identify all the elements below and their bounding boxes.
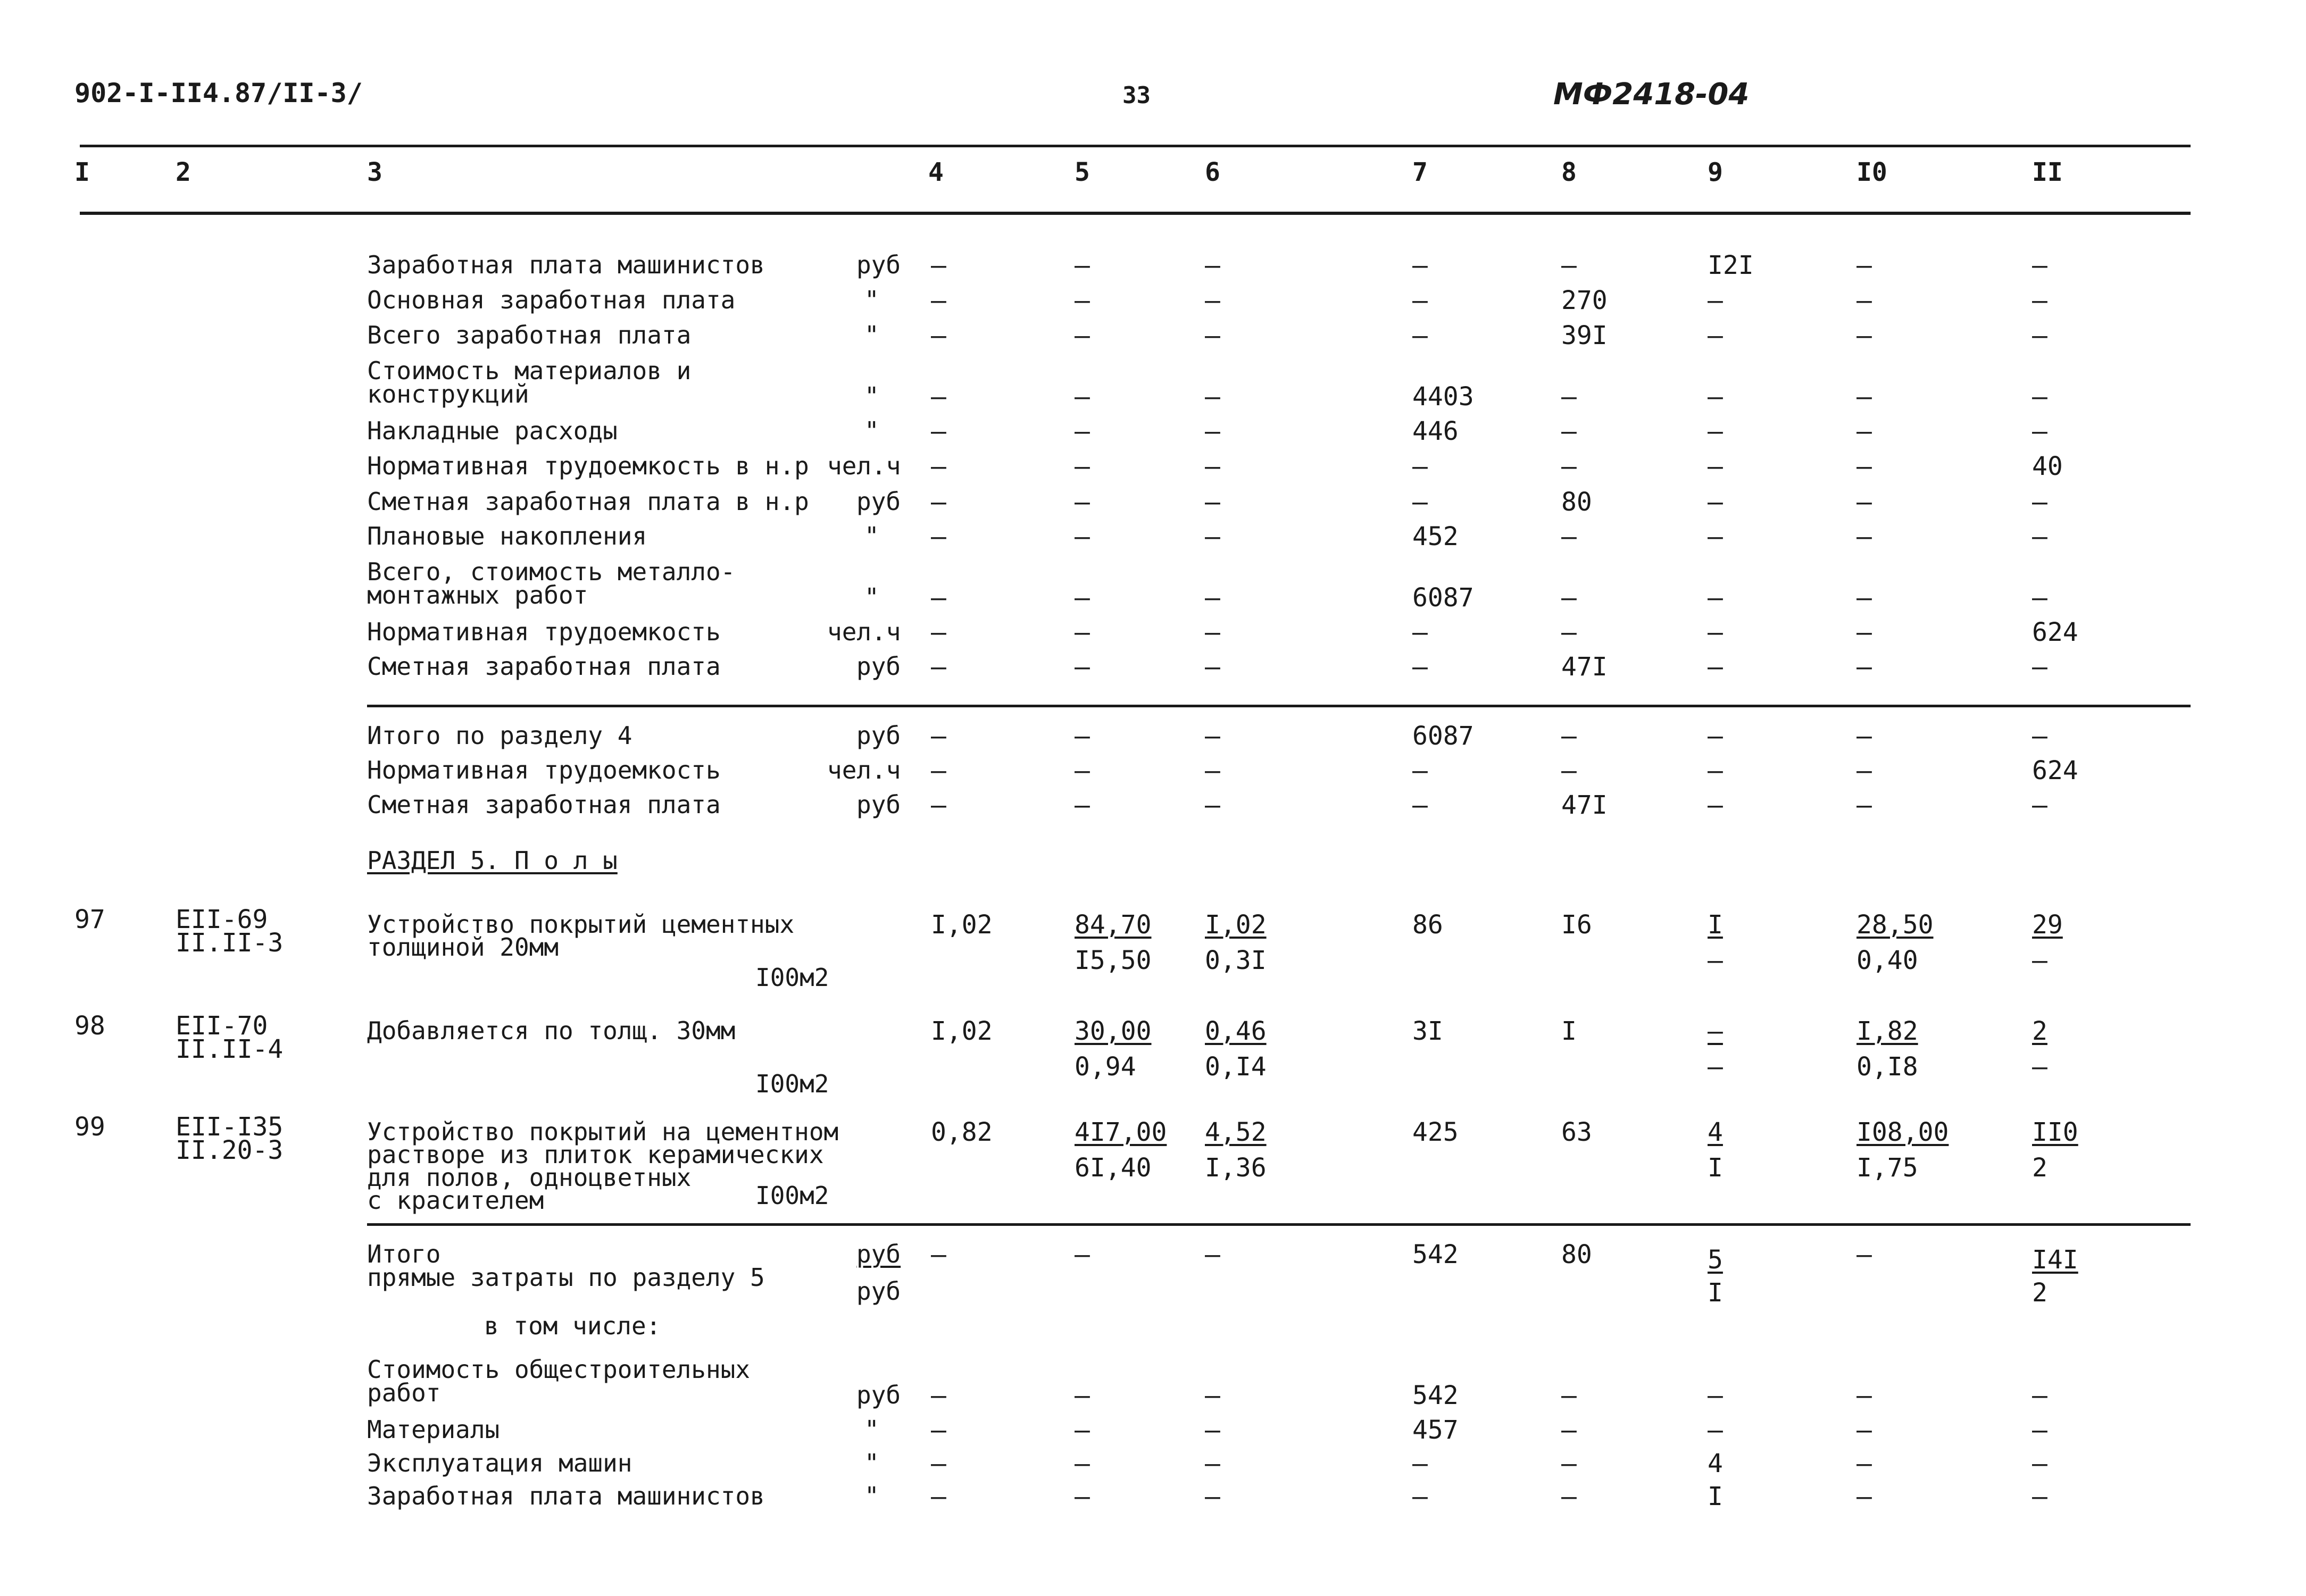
cell-value: – (1412, 790, 1428, 820)
cell-value: – (1412, 286, 1428, 315)
cell-value: – (1412, 1482, 1428, 1511)
cell-value: – (931, 721, 946, 751)
row-label: монтажных работ (367, 581, 588, 609)
cell-value: – (931, 382, 946, 412)
cell-value: – (1708, 756, 1723, 786)
row-unit: чел.ч (827, 452, 901, 480)
cell-value: – (1412, 321, 1428, 350)
row-label: Нормативная трудоемкость (367, 617, 721, 646)
item-unit: I00м2 (755, 1181, 829, 1210)
cell-value-bottom: 0,94 (1075, 1052, 1136, 1082)
cell-value: – (1857, 416, 1872, 446)
cell-value: – (1708, 487, 1723, 517)
cell-value: 0,82 (931, 1117, 993, 1147)
cell-value: 4403 (1412, 382, 1474, 412)
cell-value-top: I,02 (1205, 910, 1267, 940)
cell-value: 457 (1412, 1415, 1459, 1445)
item-code: EII-I35 (176, 1112, 284, 1142)
cell-value-bottom: 2 (2032, 1278, 2047, 1308)
section-rule (367, 705, 2191, 707)
cell-value: – (1708, 286, 1723, 315)
cell-value: – (2032, 416, 2047, 446)
column-header: II (2032, 157, 2063, 187)
cell-value: – (1561, 756, 1577, 786)
cell-value: I,02 (931, 1016, 993, 1046)
cell-value: – (1205, 756, 1220, 786)
column-header: 5 (1075, 157, 1090, 187)
cell-value: – (1075, 286, 1090, 315)
cell-value: – (1075, 1415, 1090, 1445)
cell-value: 542 (1412, 1240, 1459, 1269)
row-label: конструкций (367, 380, 529, 408)
cell-value: – (1561, 583, 1577, 613)
cell-value: – (1075, 416, 1090, 446)
total-unit: руб (856, 1240, 901, 1268)
cell-value: – (931, 790, 946, 820)
cell-value: – (1561, 382, 1577, 412)
cell-value: – (1708, 382, 1723, 412)
row-label: Материалы (367, 1415, 500, 1444)
cell-value: 425 (1412, 1117, 1459, 1147)
page-number: 33 (1122, 82, 1151, 109)
cell-value: – (2032, 790, 2047, 820)
cell-value: – (1857, 617, 1872, 647)
cell-value-top: 2 (2032, 1016, 2047, 1046)
cell-value: – (1205, 382, 1220, 412)
cell-value: 270 (1561, 286, 1608, 315)
cell-value-top: 4 (1708, 1117, 1723, 1147)
cell-value: – (1708, 617, 1723, 647)
row-label: Эксплуатация машин (367, 1449, 632, 1477)
cell-value: – (1561, 452, 1577, 481)
cell-value: 6087 (1412, 583, 1474, 613)
cell-value: – (1075, 1381, 1090, 1410)
cell-value: – (1205, 721, 1220, 751)
cell-value: – (931, 522, 946, 552)
cell-value: – (1708, 522, 1723, 552)
item-description: толщиной 20мм (367, 933, 559, 962)
cell-value-top: 29 (2032, 910, 2063, 940)
item-code-2: II.II-3 (176, 928, 284, 958)
item-unit: I00м2 (755, 1069, 829, 1098)
column-header: 6 (1205, 157, 1220, 187)
cell-value: – (1075, 1482, 1090, 1511)
cell-value: – (931, 583, 946, 613)
row-label: Основная заработная плата (367, 286, 736, 314)
cell-value: – (1205, 522, 1220, 552)
row-unit: " (864, 1415, 879, 1444)
row-unit: " (864, 522, 879, 550)
cell-value: – (2032, 522, 2047, 552)
cell-value: – (1412, 617, 1428, 647)
cell-value: – (1857, 1381, 1872, 1410)
cell-value: 80 (1561, 487, 1592, 517)
cell-value: – (1857, 250, 1872, 280)
cell-value-top: 84,70 (1075, 910, 1152, 940)
cell-value: – (1075, 1240, 1090, 1269)
cell-value: – (2032, 321, 2047, 350)
cell-value: – (1561, 1381, 1577, 1410)
cell-value: – (2032, 652, 2047, 682)
row-label: Нормативная трудоемкость в н.р (367, 452, 809, 480)
cell-value: – (1857, 1482, 1872, 1511)
cell-value: – (1075, 756, 1090, 786)
cell-value: – (1205, 790, 1220, 820)
row-label: Сметная заработная плата (367, 790, 721, 819)
cell-value-top: I (1708, 910, 1723, 940)
row-label: Сметная заработная плата (367, 652, 721, 681)
row-label: Всего, стоимость металло- (367, 557, 736, 586)
cell-value: – (1205, 652, 1220, 682)
cell-value: – (1708, 583, 1723, 613)
cell-value: – (1857, 790, 1872, 820)
cell-value: – (1075, 1449, 1090, 1478)
row-unit: " (864, 583, 879, 612)
row-unit: руб (856, 1381, 901, 1409)
cell-value: – (1075, 721, 1090, 751)
cell-value: – (1708, 1381, 1723, 1410)
row-label: Заработная плата машинистов (367, 1482, 765, 1510)
row-unit: " (864, 416, 879, 445)
cell-value: – (1075, 382, 1090, 412)
column-header: 2 (176, 157, 191, 187)
cell-value: – (1205, 1449, 1220, 1478)
row-unit: руб (856, 250, 901, 279)
cell-value: 80 (1561, 1240, 1592, 1269)
cell-value: – (1075, 250, 1090, 280)
row-unit: руб (856, 487, 901, 516)
column-header: I (74, 157, 90, 187)
row-label: Всего заработная плата (367, 321, 692, 349)
cell-value: – (1075, 487, 1090, 517)
column-header: 9 (1708, 157, 1723, 187)
item-code-2: II.20-3 (176, 1135, 284, 1165)
header-rule-bottom (80, 212, 2191, 215)
cell-value: – (2032, 382, 2047, 412)
item-code: EII-70 (176, 1011, 268, 1041)
cell-value: – (1205, 487, 1220, 517)
cell-value: – (1561, 1482, 1577, 1511)
row-unit: " (864, 286, 879, 314)
cell-value: I,02 (931, 910, 993, 940)
cell-value-bottom: 0,3I (1205, 946, 1267, 975)
row-unit: руб (856, 790, 901, 819)
cell-value: 3I (1412, 1016, 1443, 1046)
cell-value: – (1075, 452, 1090, 481)
item-number: 98 (74, 1011, 105, 1041)
cell-value: 63 (1561, 1117, 1592, 1147)
cell-value: – (2032, 286, 2047, 315)
cell-value: – (2032, 1415, 2047, 1445)
cell-value: – (1205, 1381, 1220, 1410)
column-header: 8 (1561, 157, 1577, 187)
cell-value: – (931, 1449, 946, 1478)
cell-value: I (1561, 1016, 1577, 1046)
cell-value: – (1561, 522, 1577, 552)
cell-value: – (1857, 321, 1872, 350)
cell-value: – (1205, 1482, 1220, 1511)
cell-value-bottom: – (1708, 1052, 1723, 1082)
cell-value: 39I (1561, 321, 1608, 350)
cell-value: – (2032, 1449, 2047, 1478)
cell-value: – (1708, 416, 1723, 446)
cell-value: – (931, 1415, 946, 1445)
cell-value: – (931, 1482, 946, 1511)
cell-value: – (1857, 721, 1872, 751)
total-unit: руб (856, 1277, 901, 1306)
cell-value: I2I (1708, 250, 1754, 280)
cell-value: – (1205, 1415, 1220, 1445)
cell-value: – (1708, 652, 1723, 682)
cell-value-bottom: – (2032, 1052, 2047, 1082)
cell-value: – (1205, 452, 1220, 481)
cell-value: – (1857, 652, 1872, 682)
section-title: РАЗДЕЛ 5. П о л ы (367, 846, 618, 875)
cell-value: – (1857, 1240, 1872, 1269)
item-number: 99 (74, 1112, 105, 1142)
cell-value: 6087 (1412, 721, 1474, 751)
row-unit: " (864, 1449, 879, 1477)
cell-value: – (1708, 452, 1723, 481)
cell-value-top: 28,50 (1857, 910, 1934, 940)
cell-value: 47I (1561, 652, 1608, 682)
cell-value: – (931, 652, 946, 682)
cell-value: – (1857, 1415, 1872, 1445)
cell-value: – (1561, 416, 1577, 446)
item-description: с красителем (367, 1186, 544, 1215)
including-label: в том числе: (484, 1311, 661, 1340)
column-header: 3 (367, 157, 382, 187)
cell-value: – (1857, 382, 1872, 412)
cell-value-bottom: I5,50 (1075, 946, 1152, 975)
cell-value: – (931, 1240, 946, 1269)
row-label: Стоимость материалов и (367, 356, 692, 385)
cell-value: – (1205, 1240, 1220, 1269)
column-header: 4 (928, 157, 944, 187)
item-code-2: II.II-4 (176, 1034, 284, 1064)
cell-value: – (1075, 617, 1090, 647)
header-rule-top (80, 145, 2191, 147)
cell-value-top: I08,00 (1857, 1117, 1949, 1147)
total-label: Итого (367, 1240, 441, 1268)
column-header: I0 (1857, 157, 1887, 187)
cell-value: – (1857, 583, 1872, 613)
cell-value: – (1412, 756, 1428, 786)
row-label: работ (367, 1378, 441, 1407)
cell-value: – (1857, 522, 1872, 552)
cell-value-bottom: I,36 (1205, 1153, 1267, 1183)
cell-value: – (1561, 721, 1577, 751)
item-number: 97 (74, 905, 105, 934)
cell-value-bottom: – (1708, 946, 1723, 975)
column-header: 7 (1412, 157, 1428, 187)
cell-value: – (2032, 721, 2047, 751)
cell-value: – (1075, 583, 1090, 613)
row-label: Итого по разделу 4 (367, 721, 632, 750)
cell-value-bottom: I (1708, 1278, 1723, 1308)
cell-value-bottom: 0,40 (1857, 946, 1918, 975)
cell-value: – (931, 321, 946, 350)
row-unit: руб (856, 721, 901, 750)
total-label: прямые затраты по разделу 5 (367, 1263, 765, 1292)
cell-value-top: I,82 (1857, 1016, 1918, 1046)
cell-value: – (1205, 617, 1220, 647)
cell-value: – (1205, 286, 1220, 315)
cell-value: – (931, 617, 946, 647)
cell-value-top: II0 (2032, 1117, 2078, 1147)
cell-value: – (1857, 487, 1872, 517)
row-label: Нормативная трудоемкость (367, 756, 721, 784)
item-description: Устройство покрытий на цементном (367, 1117, 839, 1146)
row-unit: " (864, 382, 879, 411)
cell-value: – (1205, 321, 1220, 350)
cell-value: – (1205, 250, 1220, 280)
cell-value-top: 4,52 (1205, 1117, 1267, 1147)
cell-value: – (931, 487, 946, 517)
cell-value: – (931, 416, 946, 446)
cell-value-bottom: 6I,40 (1075, 1153, 1152, 1183)
cell-value-top: 30,00 (1075, 1016, 1152, 1046)
cell-value-bottom: I,75 (1857, 1153, 1918, 1183)
cell-value: – (1708, 721, 1723, 751)
cell-value: – (2032, 487, 2047, 517)
cell-value: – (1205, 583, 1220, 613)
cell-value: – (1708, 790, 1723, 820)
cell-value: – (931, 1381, 946, 1410)
cell-value-top: 5 (1708, 1245, 1723, 1275)
row-label: Заработная плата машинистов (367, 250, 765, 279)
row-unit: чел.ч (827, 756, 901, 784)
row-label: Стоимость общестроительных (367, 1355, 751, 1384)
row-unit: чел.ч (827, 617, 901, 646)
cell-value: – (931, 250, 946, 280)
cell-value: 446 (1412, 416, 1459, 446)
cell-value: – (1857, 452, 1872, 481)
cell-value: – (1561, 250, 1577, 280)
cell-value: – (1708, 321, 1723, 350)
cell-value: – (1412, 1449, 1428, 1478)
cell-value-top: I4I (2032, 1245, 2078, 1275)
stamp-code: МФ2418-04 (1553, 77, 1750, 112)
cell-value: 47I (1561, 790, 1608, 820)
row-label: Сметная заработная плата в н.р (367, 487, 809, 516)
cell-value: – (1857, 286, 1872, 315)
cell-value: – (1412, 652, 1428, 682)
cell-value: – (1075, 321, 1090, 350)
cell-value: – (1412, 452, 1428, 481)
cell-value-bottom: 0,I8 (1857, 1052, 1918, 1082)
cell-value: 40 (2032, 452, 2063, 481)
cell-value-bottom: – (2032, 946, 2047, 975)
section-rule (367, 1223, 2191, 1226)
row-unit: " (864, 1482, 879, 1510)
cell-value: I (1708, 1482, 1723, 1511)
cell-value: – (2032, 250, 2047, 280)
row-label: Накладные расходы (367, 416, 618, 445)
cell-value: – (2032, 1482, 2047, 1511)
cell-value: – (1412, 250, 1428, 280)
cell-value: 624 (2032, 756, 2078, 786)
item-description: для полов, одноцветных (367, 1163, 692, 1192)
cell-value: 624 (2032, 617, 2078, 647)
cell-value-top: 4I7,00 (1075, 1117, 1167, 1147)
cell-value: – (1561, 617, 1577, 647)
item-description: Добавляется по толщ. 30мм (367, 1016, 736, 1045)
cell-value: – (931, 452, 946, 481)
cell-value-bottom: 0,I4 (1205, 1052, 1267, 1082)
cell-value: – (1561, 1415, 1577, 1445)
cell-value-bottom: 2 (2032, 1153, 2047, 1183)
row-label: Плановые накопления (367, 522, 647, 550)
cell-value: – (1857, 1449, 1872, 1478)
cell-value-bottom: I (1708, 1153, 1723, 1183)
cell-value: I6 (1561, 910, 1592, 940)
cell-value: 4 (1708, 1449, 1723, 1478)
item-unit: I00м2 (755, 963, 829, 992)
cell-value: – (1561, 1449, 1577, 1478)
cell-value: 86 (1412, 910, 1443, 940)
cell-value: – (1075, 522, 1090, 552)
item-code: EII-69 (176, 905, 268, 934)
doc-code: 902-I-II4.87/II-3/ (74, 78, 363, 108)
cell-value: – (2032, 1381, 2047, 1410)
cell-value: 542 (1412, 1381, 1459, 1410)
item-description: растворе из плиток керамических (367, 1140, 824, 1169)
cell-value: – (1205, 416, 1220, 446)
cell-value: – (1412, 487, 1428, 517)
row-unit: " (864, 321, 879, 349)
cell-value-top: – (1708, 1016, 1723, 1046)
cell-value: – (1708, 1415, 1723, 1445)
cell-value: – (1075, 790, 1090, 820)
cell-value: 452 (1412, 522, 1459, 552)
cell-value: – (931, 756, 946, 786)
item-description: Устройство покрытий цементных (367, 910, 795, 939)
row-unit: руб (856, 652, 901, 681)
cell-value: – (1075, 652, 1090, 682)
cell-value: – (1857, 756, 1872, 786)
cell-value-top: 0,46 (1205, 1016, 1267, 1046)
cell-value: – (931, 286, 946, 315)
cell-value: – (2032, 583, 2047, 613)
